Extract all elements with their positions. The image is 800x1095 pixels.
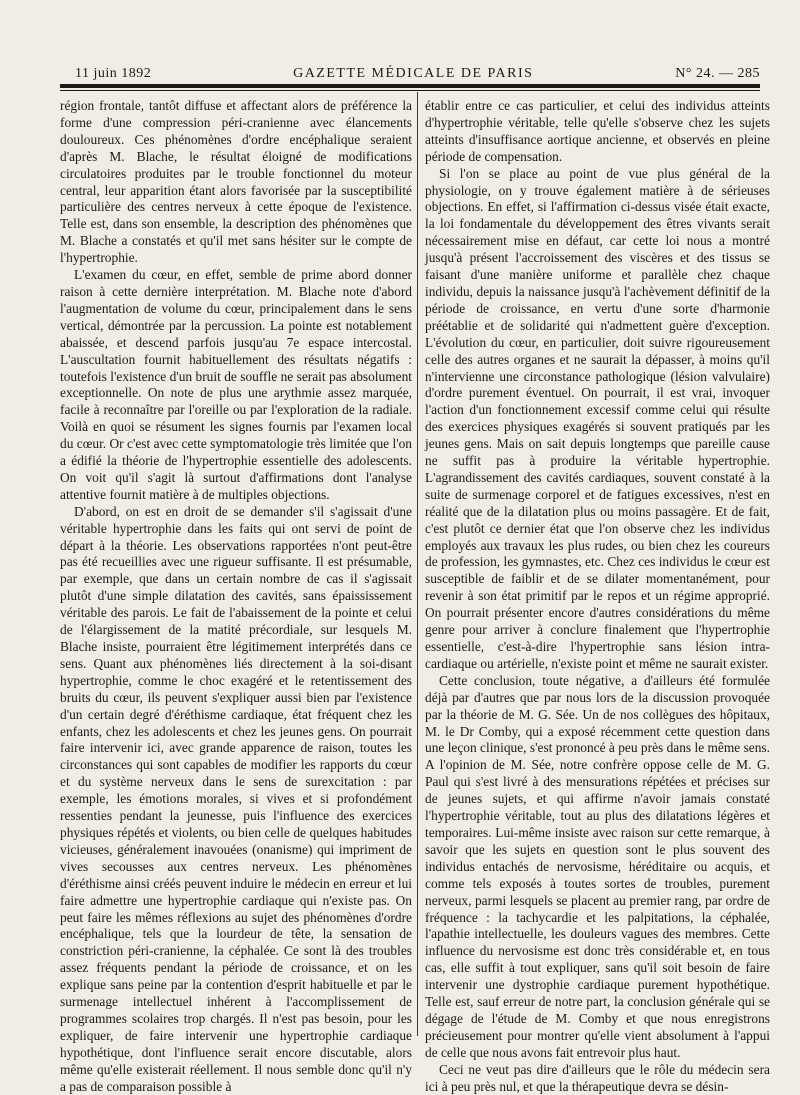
header-rule-thin (60, 90, 760, 91)
journal-title: GAZETTE MÉDICALE DE PARIS (293, 66, 534, 81)
paragraph: D'abord, on est en droit de se demander s'il s'agissait d'une véritable hypertrophie dans les faits qui ont servi de point de départ à la théorie. Les observations rapportées n'ont peut-être pas été recueillies avec une rigueur suffisante. Il est présumable, par exemple, que dans un certain nombre de cas il s'agissait plutôt d'une simple dilatation des cavités, sans épaississement véritable des parois. Le fait de l'abaissement de la pointe et celui de l'élargissement de la matité précordiale, sur lesquels M. Blache insiste, pourraient être légitimement interprétés dans ce sens. Quant aux phénomènes liés directement à la soi-disant hypertrophie, comme le choc exagéré et le retentissement des bruits du cœur, ils peuvent s'expliquer aussi bien par l'existence d'un certain degré d'éréthisme cardiaque, état fréquent chez les enfants, chez les adolescents et chez les jeunes gens. On pourrait faire intervenir ici, avec grande apparence de raison, toutes les circonstances qui sont capables de modifier les rapports du cœur et du système nerveux dans le sens de surexcitation : par exemple, les émotions morales, si vives et si profondément ressenties pendant la jeunesse, puis l'influence des exercices physiques répétés et violents, ou bien celle de quelques habitudes vicieuses, généralement inavouées (onanisme) qui impriment de vives secousses aux centres nerveux. Les phénomènes d'éréthisme ainsi créés peuvent induire le médecin en erreur et lui faire admettre une hypertrophie cardiaque qui n'existe pas. On peut faire les mêmes réflexions au sujet des phénomènes d'ordre encéphalique, tels que la lourdeur de tête, la sensation de constriction péri-cranienne, la céphalée. Ce sont là des troubles assez fréquents pendant la période de croissance, et on les explique sans peine par la contention d'esprit habituelle et par le surmenage intellectuel inhérent à l'accomplissement de programmes scolaires trop chargés. Il n'est pas besoin, pour les expliquer, de faire intervenir une hypertrophie cardiaque hypothétique, dont l'influence serait encore discutable, alors même qu'elle existerait réellement. Il nous semble donc qu'il n'y a pas de comparaison possible à (60, 503, 412, 1094)
paragraph: établir entre ce cas particulier, et celui des individus atteints d'hypertrophie véritable, telle qu'elle s'observe chez les sujets atteints d'insuffisance aortique ancienne, et observés en pleine période de compensation. (425, 98, 770, 164)
page-header (75, 58, 760, 82)
paragraph: Ceci ne veut pas dire d'ailleurs que le rôle du médecin sera ici à peu près nul, et que la thérapeutique devra se désin- (425, 1061, 770, 1094)
header-rule (60, 84, 760, 88)
paragraph: L'examen du cœur, en effet, semble de prime abord donner raison à cette dernière interprétation. M. Blache note d'abord l'augmentation de volume du cœur, principalement dans le sens vertical, démontrée par la percussion. La pointe est notablement abaissée, et descend parfois jusqu'au 7e espace intercostal. L'auscultation fournit habituellement des résultats négatifs : toutefois l'existence d'un bruit de souffle ne serait pas absolument exceptionnelle. On note de plus une arythmie assez marquée, facile à reconnaître par l'oreille ou par l'exploration de la radiale. Voilà en quoi se résument les signes fournis par l'examen local du cœur. Or c'est avec cette symptomatologie très limitée que l'on a édifié la théorie de l'hypertrophie essentielle des adolescents. On voit qu'il s'agit là surtout d'affirmations dont l'analyse attentive fournit matière à de multiples objections. (60, 267, 412, 502)
left-column (60, 98, 412, 1094)
page-number: N° 24. — 285 (675, 66, 760, 81)
issue-date: 11 juin 1892 (75, 66, 152, 81)
right-column (425, 98, 770, 1094)
paragraph: Si l'on se place au point de vue plus général de la physiologie, on y trouve également matière à de sérieuses objections. En effet, si l'affirmation ci-dessus visée était exacte, la loi fondamentale du développement des êtres vivants serait nécessairement mise en défaut, car cette loi nous a montré jusqu'à présent l'accroissement des viscères et des tissus se faisant d'une manière uniforme et parallèle chez chaque individu, depuis la naissance jusqu'à l'achèvement définitif de la période de croissance, en vertu d'une sorte d'harmonie préétablie et de solidarité qui n'admettent guère d'exception. L'évolution du cœur, en particulier, doit suivre rigoureusement celle des autres organes et ne saurait la dépasser, à moins qu'il n'intervienne une circonstance pathologique (lésion valvulaire) d'ordre purement éventuel. On pourrait, il est vrai, invoquer l'action d'un fonctionnement excessif comme celui qui résulte des exercices physiques exagérés si souvent pratiqués par les jeunes gens. Mais on sait depuis longtemps que pareille cause ne suffit pas à produire la véritable hypertrophie. L'agrandissement des cavités cardiaques, souvent constaté à la suite de surmenage corporel et de fatigues excessives, n'est en réalité que de la dilatation plus ou moins passagère. Et de fait, c'est plutôt ce dernier état que l'on observe chez les individus employés aux travaux les plus rudes, ou bien chez les coureurs de profession, les gymnastes, etc. Chez ces individus le cœur est susceptible de faiblir et de se dilater momentanément, pour revenir à son état primitif par le repos et un régime approprié. On pourrait présenter encore d'autres considérations du même genre pour arriver à conclure finalement que l'hypertrophie essentielle, c'est-à-dire l'hypertrophie sans lésion intra-cardiaque ou artérielle, n'existe point et même ne saurait exister. (425, 165, 770, 671)
paragraph: région frontale, tantôt diffuse et affectant alors de préférence la forme d'une compression péri-cranienne avec élancements douloureux. Ces phénomènes d'ordre encéphalique seraient d'après M. Blache, le résultat éloigné de modifications circulatoires produites par le trouble fonctionnel du moteur central, leur apparition étant alors favorisée par la susceptibilité particulière des centres nerveux à cette époque de l'existence. Telle est, dans son ensemble, la description des phénomènes que M. Blache a constatés et qu'il met sans hésiter sur le compte de l'hypertrophie. (60, 98, 412, 266)
paragraph: Cette conclusion, toute négative, a d'ailleurs été formulée déjà par d'autres que par nous lors de la discussion provoquée par la théorie de M. G. Sée. Un de nos collègues des hôpitaux, M. le Dr Comby, qui a exposé récemment cette question dans une leçon clinique, s'est prononcé à peu près dans le même sens. A l'opinion de M. Sée, notre confrère oppose celle de M. G. Paul qui s'est livré à des mensurations répétées et précises sur de jeunes sujets, et qui affirme n'avoir jamais constaté l'hypertrophie véritable, tout au plus des dilatations légères et temporaires. Lui-même insiste avec raison sur cette remarque, à savoir que les sujets en question sont le plus souvent des individus entachés de nervosisme, héréditaire ou acquis, et comme tels exposés à toutes sortes de troubles, purement nerveux, parmi lesquels se placent au premier rang, par ordre de fréquence : la tachycardie et les palpitations, la céphalée, l'apathie intellectuelle, les douleurs vagues des membres. Cette influence du nervosisme est donc très considérable et, en tous cas, elle suffit à tout expliquer, sans qu'il soit besoin de faire intervenir une dystrophie cardiaque purement hypothétique. Telle est, sauf erreur de notre part, la conclusion générale qui se dégage de l'étude de M. Comby et que nous enregistrons précieusement pour montrer qu'elle vient absolument à l'appui de celle que nous avons fait entrevoir plus haut. (425, 672, 770, 1060)
column-divider (417, 92, 418, 1036)
